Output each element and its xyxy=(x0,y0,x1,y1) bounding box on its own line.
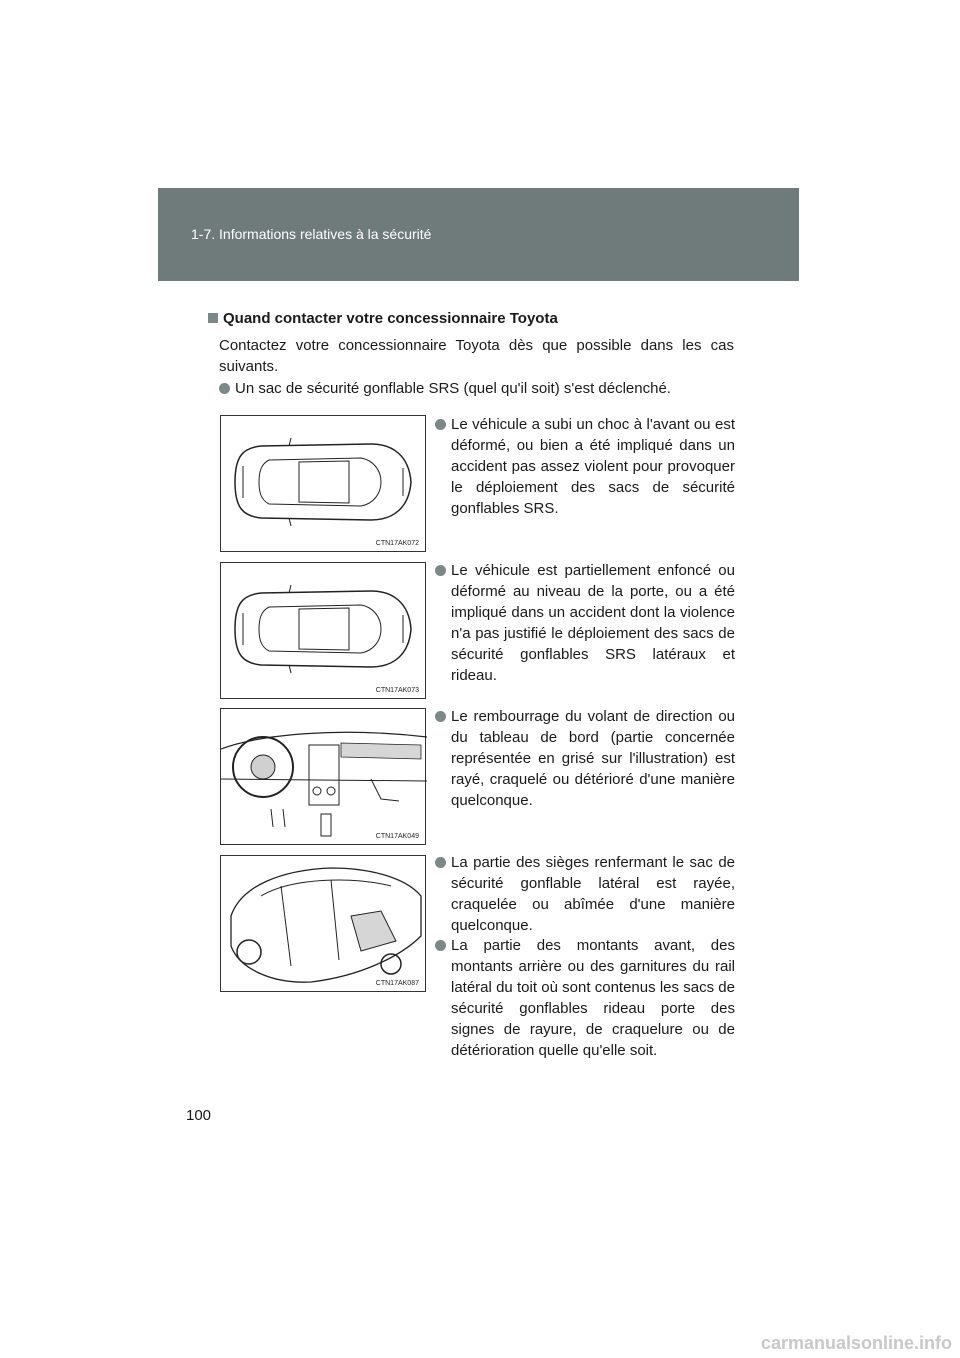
bullet-dot-icon xyxy=(435,419,446,430)
bullet-item xyxy=(235,378,735,399)
bullet-dot-icon xyxy=(435,940,446,951)
page-number: 100 xyxy=(186,1107,212,1124)
section-title: 1-7. Informations relatives à la sécurité xyxy=(191,226,432,242)
bullet-text: La partie des sièges renfermant le sac de sécurité gonflable latéral est rayée, craquelée ou abîmée d'une manière quelconque. xyxy=(451,854,735,934)
intro-paragraph: Contactez votre concessionnaire Toyota dès que possible dans les cas suivants. xyxy=(219,337,734,375)
figure-code: CTN17AK087 xyxy=(375,980,419,987)
bullet-text: La partie des montants avant, des montants arrière ou des garnitures du rail latéral du toit où sont contenus les sacs de sécurité gonflables rideau porte des signes de rayure, de craquelure ou de détérioration quelle qu'elle soit. xyxy=(451,937,735,1059)
car-interior-figure xyxy=(220,855,426,992)
bullet-dot-icon xyxy=(219,383,230,394)
bullet-item xyxy=(451,560,735,686)
watermark: carmanualsonline.info xyxy=(760,1333,952,1353)
bullet-text: Le rembourrage du volant de direction ou du tableau de bord (partie concernée représentée en grisé sur l'illustration) est rayé, craquelé ou détérioré d'une manière quelconque. xyxy=(451,708,735,809)
square-bullet-icon xyxy=(208,313,218,323)
heading-text: Quand contacter votre concessionnaire Toyota xyxy=(223,310,558,327)
dashboard-figure xyxy=(220,708,426,845)
figure-code: CTN17AK049 xyxy=(375,833,419,840)
figure-code: CTN17AK072 xyxy=(375,540,419,547)
bullet-dot-icon xyxy=(435,711,446,722)
figure-code: CTN17AK073 xyxy=(375,687,419,694)
bullet-item xyxy=(451,706,735,811)
bullet-text: Un sac de sécurité gonflable SRS (quel qu'il soit) s'est déclenché. xyxy=(235,380,671,397)
bullet-item xyxy=(451,935,735,1061)
bullet-text: Le véhicule a subi un choc à l'avant ou est déformé, ou bien a été impliqué dans un accident pas assez violent pour provoquer le déploiement des sacs de sécurité gonflables SRS. xyxy=(451,416,735,517)
bullet-item xyxy=(451,414,735,519)
car-top-view-front-figure xyxy=(220,415,426,552)
bullet-item xyxy=(451,852,735,936)
bullet-dot-icon xyxy=(435,565,446,576)
bullet-text: Le véhicule est partiellement enfoncé ou déformé au niveau de la porte, ou a été impliqué dans un accident dont la violence n'a pas justifié le déploiement des sacs de sécurité gonflables SRS latéraux et rideau. xyxy=(451,562,735,684)
section-heading xyxy=(208,310,558,327)
car-top-view-side-figure xyxy=(220,562,426,699)
bullet-dot-icon xyxy=(435,857,446,868)
